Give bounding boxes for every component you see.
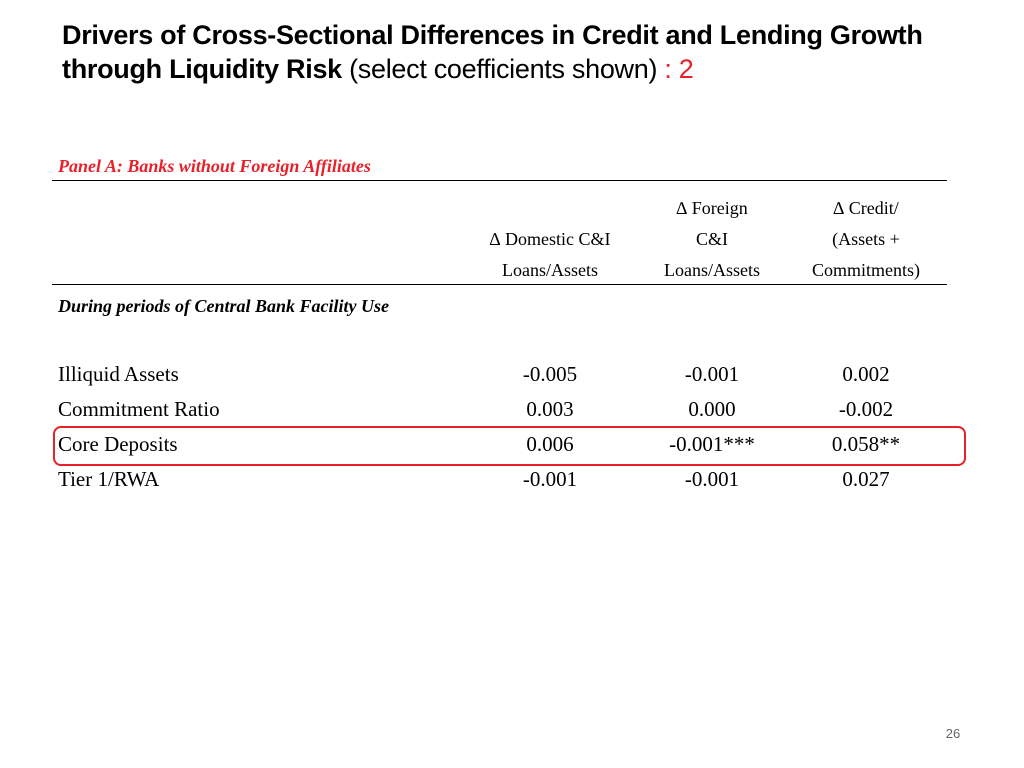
table-top-rule [52, 180, 947, 181]
cell-value: 0.000 [688, 397, 736, 421]
page-number: 26 [945, 726, 961, 741]
row-label: Core Deposits [58, 432, 178, 456]
cell-value: -0.001 [684, 362, 740, 386]
cell-value: 0.058** [831, 432, 901, 456]
slide-title-suffix: : 2 [664, 54, 694, 84]
cell-value: 0.006 [526, 432, 574, 456]
cell-value: -0.001 [684, 467, 740, 491]
table-row [0, 397, 1024, 427]
row-label: Illiquid Assets [58, 362, 179, 386]
table-row [0, 467, 1024, 497]
column-header-line [470, 193, 630, 224]
slide-title [62, 18, 982, 86]
column-header-foreign [632, 193, 792, 286]
row-label: Tier 1/RWA [58, 467, 160, 491]
column-header-line: C&I [695, 229, 728, 249]
column-header-line: ∆ Domestic C&I [489, 229, 611, 249]
cell-value: 0.027 [842, 467, 890, 491]
panel-label: Panel A: Banks without Foreign Affiliates [58, 156, 371, 176]
column-header-domestic [470, 193, 630, 286]
cell-value: -0.001*** [669, 432, 755, 456]
table-row [0, 362, 1024, 392]
column-header-line: Loans/Assets [502, 260, 598, 280]
cell-value: -0.001 [522, 467, 578, 491]
cell-value: -0.005 [522, 362, 578, 386]
slide-title-main: Drivers of Cross-Sectional Differences in Credit and Lending Growth through Liquidity Risk [62, 20, 923, 84]
column-header-credit [786, 193, 946, 286]
column-header-line: ∆ Foreign [676, 198, 748, 218]
row-label: Commitment Ratio [58, 397, 220, 421]
cell-value: 0.003 [526, 397, 574, 421]
section-label: During periods of Central Bank Facility Use [58, 296, 390, 316]
slide-title-subtitle: (select coefficients shown) [349, 54, 658, 84]
highlight-box [53, 426, 966, 466]
column-header-line: (Assets + [832, 229, 900, 249]
cell-value: 0.002 [842, 362, 890, 386]
column-header-line: Loans/Assets [664, 260, 760, 280]
table-header-rule [52, 284, 947, 285]
cell-value: -0.002 [838, 397, 894, 421]
column-header-line: ∆ Credit/ [833, 198, 899, 218]
column-header-line: Commitments) [812, 260, 920, 280]
